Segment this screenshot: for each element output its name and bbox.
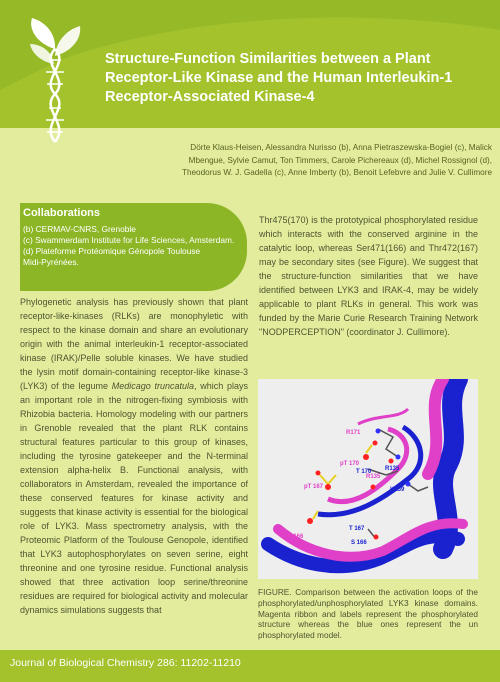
right-column-text: Thr475(170) is the prototypical phosphorylated residue which interacts with the conserved arginine in the catalytic loop, whereas Ser471(166) and Thr472(167) may be secondary sites (see Figure). We suggest that the structure-function similarities that we have identified between LYK3 and IRAK-4, may be widely applicable to plant RLKs in general. This work was funded by the Marie Curie Research Training Network "NODPERCEPTION" (coordinator J. Cullimore).: [259, 215, 478, 337]
author-line: Dörte Klaus-Heisen, Alessandra Nurisso (b), Anna Pietraszewska-Bogiel (c), Malick: [190, 143, 492, 152]
collaboration-item: Midi-Pyrénées.: [23, 257, 79, 267]
figure-label: R171: [346, 430, 361, 436]
figure-label: R135: [366, 474, 381, 480]
title-line: Structure-Function Similarities between a Plant: [105, 51, 431, 67]
body-text-part: Phylogenetic analysis has previously shown that plant receptor-like-kinases (RLKs) are monophyletic with respect to the kinase domain and share an evolutionary origin with the animal interleukin-1 receptor-associated kinase (IRAK)/Pelle soluble kinases. We have studied the lysin motif domain-containing receptor-like kinase-3 (LYK3) of the legume: [20, 297, 248, 391]
species-name: Medicago truncatula: [111, 381, 195, 391]
collaboration-item: (c) Swammerdam Institute for Life Sciences, Amsterdam.: [23, 235, 235, 245]
figure-label: pS 166: [284, 534, 304, 540]
figure-label: T 170: [356, 469, 372, 475]
page-title: [105, 50, 497, 107]
collaboration-item: (b) CERMAV-CNRS, Grenoble: [23, 224, 136, 234]
author-line: Mbengue, Sylvie Camut, Ton Timmers, Carole Pichereaux (d), Michel Rossignol (d),: [188, 155, 492, 165]
collaborations-heading: Collaborations: [23, 207, 101, 219]
figure-label: R135: [385, 466, 400, 472]
figure-label: pT 167: [304, 484, 324, 490]
author-line: Theodorus W. J. Gadella (c), Anne Imberty (b), Benoit Lefebvre and Julie V. Cullimore: [181, 168, 492, 178]
molecular-structure-figure: [258, 379, 478, 579]
journal-citation: Journal of Biological Chemistry 286: 11202-11210: [10, 657, 241, 669]
collaboration-item: (d) Plateforme Protéomique Génopole Toulouse: [23, 246, 201, 256]
title-line: Receptor-Like Kinase and the Human Interleukin-1: [105, 70, 453, 86]
title-line: Receptor-Associated Kinase-4: [105, 89, 315, 105]
figure-label: T 167: [349, 526, 365, 532]
protein-ribbon-image: [258, 379, 478, 579]
figure-label: K159: [390, 487, 405, 493]
body-text-part: , which plays an important role in the nitrogen-fixing symbiosis with Rhizobia bacteria. Homology modeling with our partners in Grenoble revealed that the plant RLK contains structural features particular to this group of kinases, including the tyrosine gatekeeper and the N-terminal extension alpha-helix B. Functional analysis, with collaborators in Amsterdam, revealed the importance of these conserved features for kinase activity and suggests that kinase activity is essential for the biological role of LYK3. Mass spectrometry analysis, with the Proteomic Platform of the Toulouse Genopole, identified that LYK3 autophosphorylates on seven serine, eight threonine and one tyrosine residue. Functional analysis showed that three activation loop serine/threonine residues are required for biological activity and molecular dynamics simulations suggests that: [20, 381, 248, 615]
figure-caption: FIGURE. Comparison between the activation loops of the phosphorylated/unphosphorylated LYK3 kinase domains. Magenta ribbon and labels represent the phosphorylated structure whereas the blue ones represent the un phosphorylated model.: [258, 587, 478, 641]
figure-label: S 166: [351, 540, 367, 546]
figure-label: pT 170: [340, 461, 360, 467]
left-column-text: [20, 295, 248, 617]
leaf-dna-logo: [20, 14, 90, 144]
author-list: [120, 142, 492, 180]
